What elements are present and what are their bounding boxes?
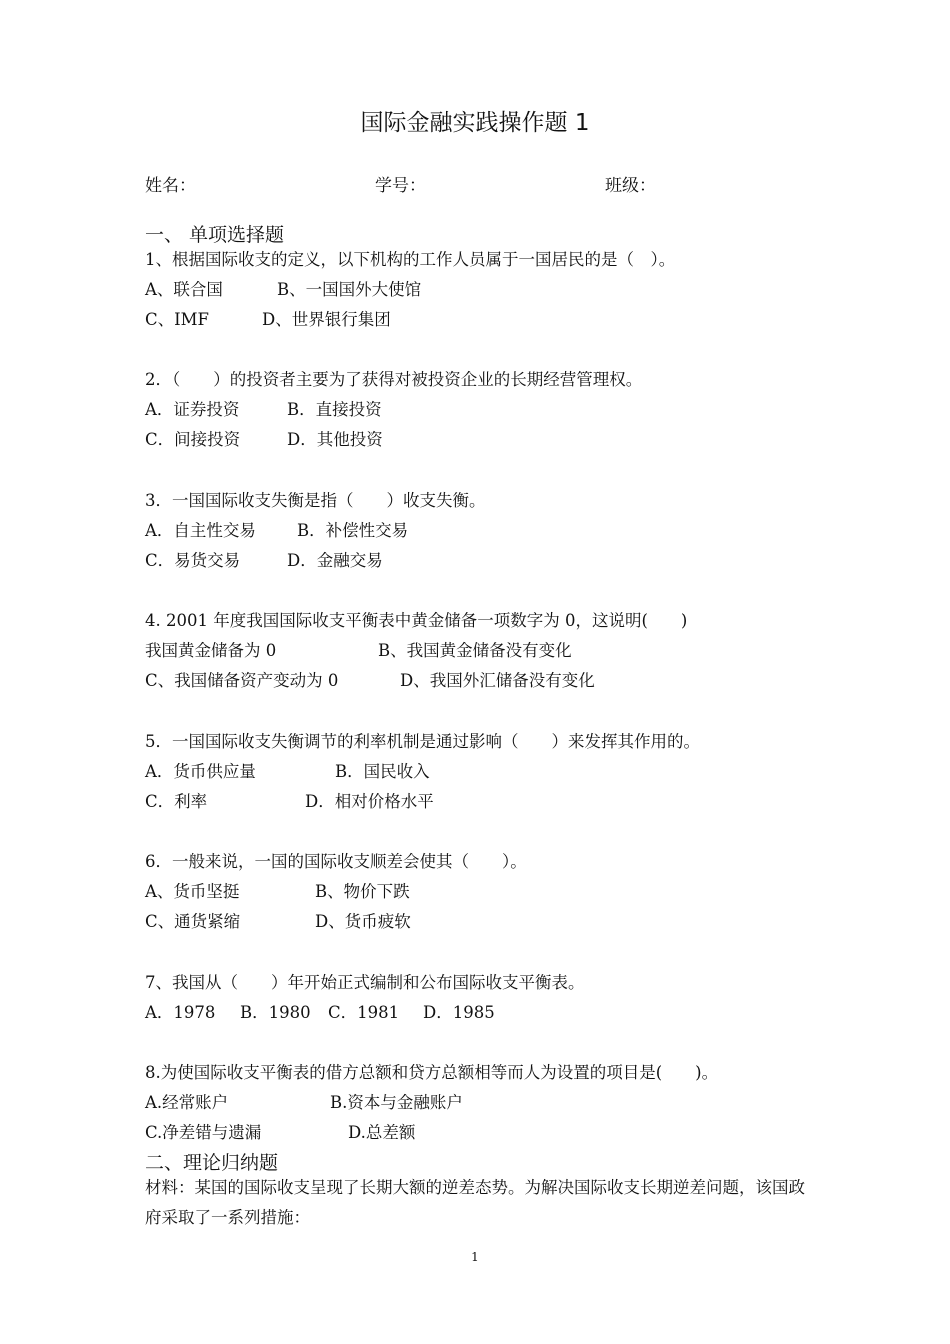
question-option: C．利率 bbox=[145, 792, 208, 811]
question-stem: 2．（ ）的投资者主要为了获得对被投资企业的长期经营管理权。 bbox=[145, 370, 643, 389]
question-option: C．间接投资 bbox=[145, 430, 241, 449]
page-number: 1 bbox=[471, 1250, 479, 1264]
question-option: C．1981 bbox=[328, 1003, 400, 1022]
question-stem: 4. 2001 年度我国国际收支平衡表中黄金储备一项数字为 0，这说明( ) bbox=[145, 611, 688, 630]
question-option: A．证券投资 bbox=[145, 400, 240, 419]
section-heading-single-choice: 一、 单项选择题 bbox=[145, 224, 285, 246]
question-option: A．货币供应量 bbox=[145, 762, 256, 781]
question-option: B．补偿性交易 bbox=[297, 521, 409, 540]
class-label: 班级： bbox=[605, 176, 656, 196]
document-title: 国际金融实践操作题 1 bbox=[360, 110, 590, 136]
student-info-row bbox=[145, 171, 845, 197]
question-stem: 8.为使国际收支平衡表的借方总额和贷方总额相等而人为设置的项目是( )。 bbox=[145, 1063, 719, 1082]
question-option: A、货币坚挺 bbox=[145, 882, 240, 901]
question-option: D．1985 bbox=[423, 1003, 495, 1022]
name-label: 姓名： bbox=[145, 176, 196, 196]
question-stem: 5．一国国际收支失衡调节的利率机制是通过影响（ ）来发挥其作用的。 bbox=[145, 732, 700, 751]
question-option: B、物价下跌 bbox=[315, 882, 410, 901]
question-option: C、通货紧缩 bbox=[145, 912, 241, 931]
question-option: C.净差错与遗漏 bbox=[145, 1123, 262, 1142]
question-option: B．国民收入 bbox=[335, 762, 430, 781]
question-stem: 6．一般来说，一国的国际收支顺差会使其（ ）。 bbox=[145, 852, 527, 871]
question-option: B、我国黄金储备没有变化 bbox=[378, 641, 572, 660]
question-option: B．1980 bbox=[240, 1003, 311, 1022]
question-stem: 3．一国国际收支失衡是指（ ）收支失衡。 bbox=[145, 491, 486, 510]
student-id-label: 学号： bbox=[375, 176, 426, 196]
question-option: A．1978 bbox=[145, 1003, 216, 1022]
question-option: D．其他投资 bbox=[287, 430, 383, 449]
question-option: 我国黄金储备为 0 bbox=[145, 641, 277, 660]
question-option: C．易货交易 bbox=[145, 551, 241, 570]
question-option: D．金融交易 bbox=[287, 551, 383, 570]
question-option: C、IMF bbox=[145, 310, 209, 329]
question-stem: 1、根据国际收支的定义，以下机构的工作人员属于一国居民的是（ ）。 bbox=[145, 250, 676, 269]
question-option: B．直接投资 bbox=[287, 400, 382, 419]
question-option: A．自主性交易 bbox=[145, 521, 256, 540]
question-option: D．相对价格水平 bbox=[305, 792, 434, 811]
question-option: A.经常账户 bbox=[145, 1093, 229, 1112]
section-heading-theory: 二、理论归纳题 bbox=[145, 1152, 279, 1174]
question-option: C、我国储备资产变动为 0 bbox=[145, 671, 339, 690]
question-option: D、货币疲软 bbox=[315, 912, 411, 931]
question-option: D、世界银行集团 bbox=[262, 310, 391, 329]
question-stem: 7、我国从（ ）年开始正式编制和公布国际收支平衡表。 bbox=[145, 973, 585, 992]
question-option: D、我国外汇储备没有变化 bbox=[400, 671, 595, 690]
question-option: D.总差额 bbox=[348, 1123, 416, 1142]
question-option: A、联合国 bbox=[145, 280, 223, 299]
question-option: B.资本与金融账户 bbox=[330, 1093, 463, 1112]
question-option: B、一国国外大使馆 bbox=[277, 280, 422, 299]
material-paragraph: 材料：某国的国际收支呈现了长期大额的逆差态势。为解决国际收支长期逆差问题，该国政府采取了一系列措施： bbox=[145, 1178, 805, 1227]
